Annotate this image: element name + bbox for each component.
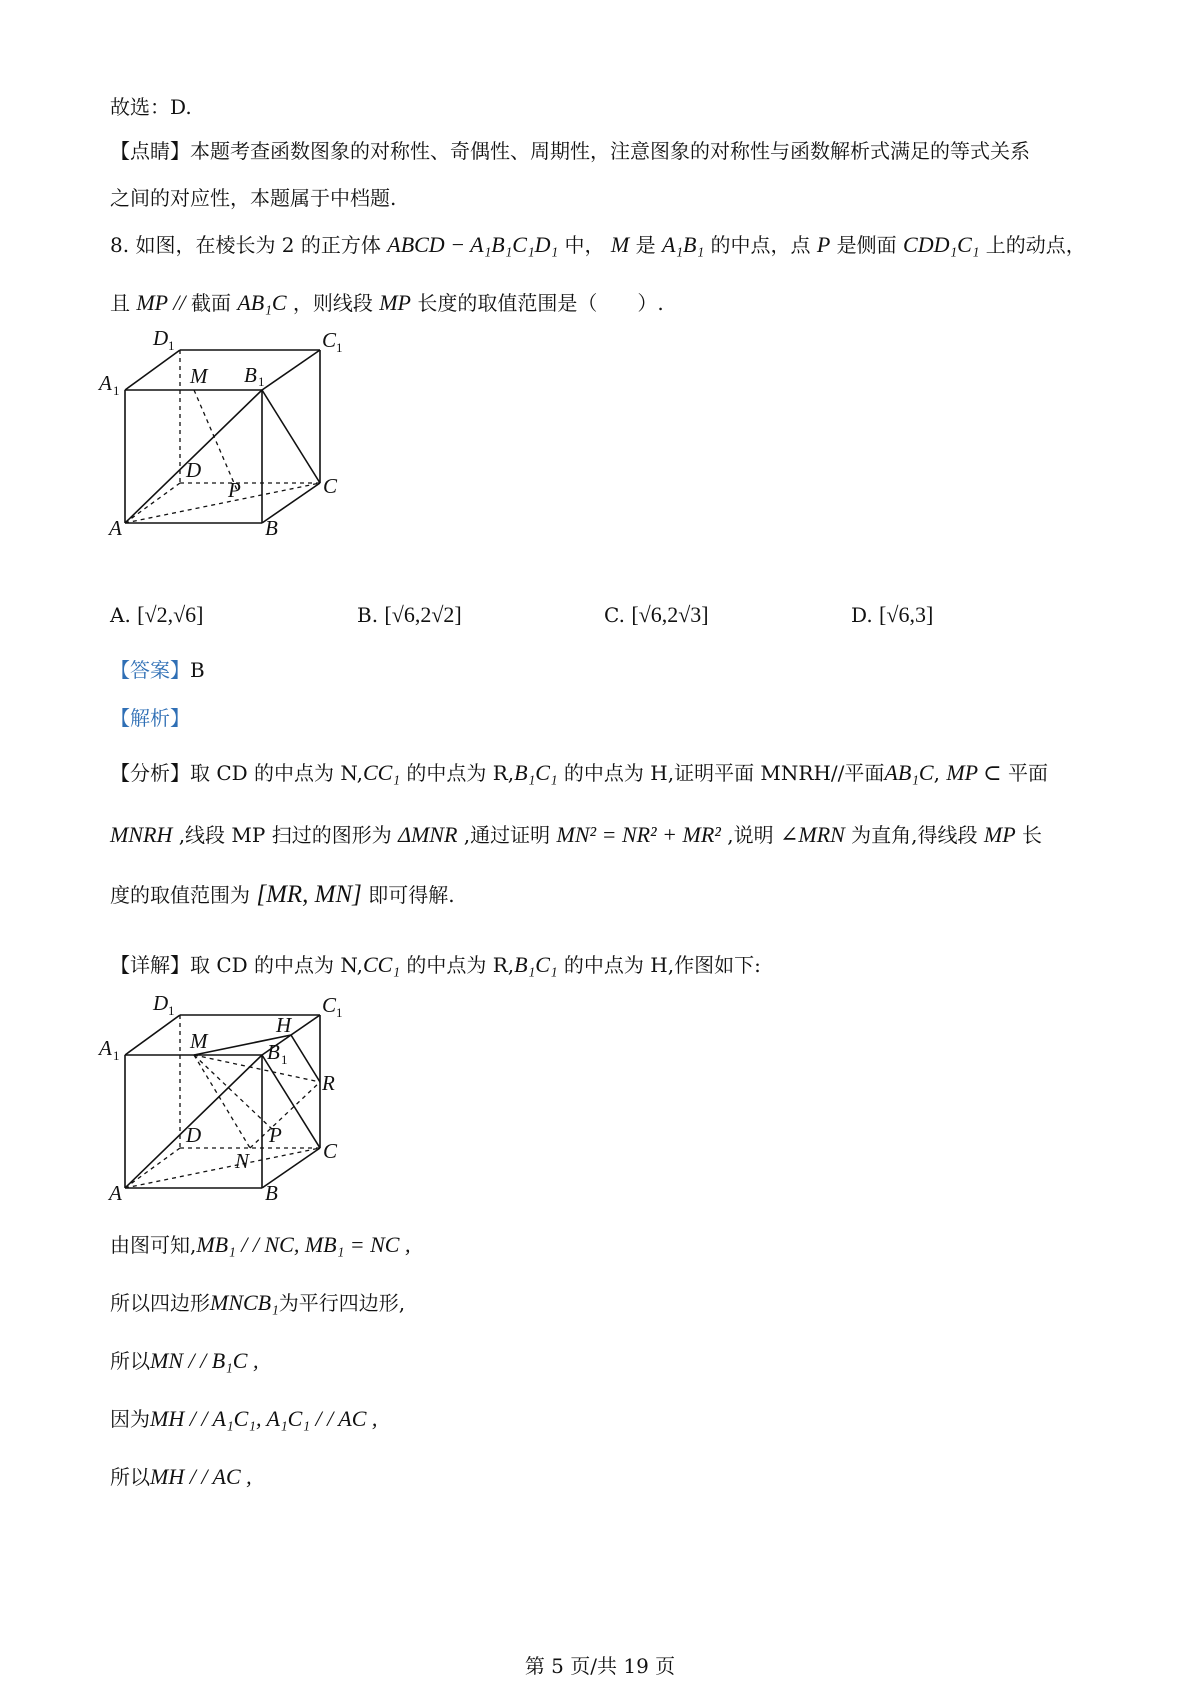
label-d: D — [186, 458, 202, 482]
page-footer: 第 5 页/共 19 页 — [524, 1654, 676, 1678]
fig2-label-c: C — [323, 1139, 338, 1163]
dianjing-line-1: 【点睛】本题考查函数图象的对称性、奇偶性、周期性，注意图象的对称性与函数解析式满足的等式关系 — [110, 139, 1030, 163]
xiangjie-b1c1: B₁C₁ — [514, 952, 558, 977]
question-8-line-1 — [110, 230, 1086, 260]
choice-a-label: A. — [110, 603, 131, 627]
xiangjie-line — [110, 950, 761, 980]
plane-ab1c: AB₁C — [237, 290, 287, 315]
fig2-label-d1-sub: 1 — [168, 1003, 175, 1018]
answer-line — [110, 655, 205, 685]
fenxi-text-3a: 度的取值范围为 — [110, 883, 250, 907]
fenxi-text-2d: 为直角,得线段 — [851, 823, 978, 847]
fenxi-angle: ∠MRN — [779, 822, 845, 847]
q8-text-c: 是 — [635, 233, 656, 257]
fenxi-line-2 — [110, 820, 1042, 850]
label-p: P — [228, 478, 241, 502]
fenxi-text-2b: ,通过证明 — [463, 823, 551, 847]
fenxi-text-1c: 的中点为 H,证明平面 MNRH//平面 — [563, 761, 885, 785]
conclusion-line: 故选：D. — [110, 95, 192, 119]
cube-figure-2 — [99, 990, 375, 1219]
fenxi-range: [MR, MN] — [256, 881, 362, 908]
fenxi-text-1b: 的中点为 R, — [406, 761, 515, 785]
fig2-label-d1: D — [153, 991, 169, 1015]
fenxi-text-2c: ,说明 — [727, 823, 774, 847]
point-p: P — [816, 232, 831, 257]
answer-tag: 【答案】 — [110, 658, 190, 682]
cube-name: ABCD − A₁B₁C₁D₁ — [387, 232, 559, 257]
mp-parallel: MP // — [136, 290, 191, 315]
step-2-text-a: 所以四边形 — [110, 1291, 210, 1315]
q8-text-i: ，则线段 — [292, 291, 373, 315]
fenxi-triangle: ΔMNR — [398, 822, 458, 847]
choice-a-text: [√2,√6] — [137, 602, 204, 627]
fig2-label-m: M — [190, 1029, 208, 1053]
q8-text-f: 上的动点， — [985, 233, 1086, 257]
fig2-label-b: B — [265, 1181, 278, 1205]
fenxi-mp: MP — [983, 822, 1016, 847]
choice-a[interactable] — [110, 600, 203, 630]
point-m: M — [610, 232, 630, 257]
choice-b[interactable] — [357, 600, 462, 630]
fig2-label-p: P — [269, 1123, 282, 1147]
xiangjie-cc1: CC₁ — [363, 952, 400, 977]
label-a: A — [109, 516, 122, 540]
fig2-label-h: H — [276, 1013, 292, 1037]
cube-figure-1 — [99, 325, 365, 549]
fenxi-cc1: CC₁ — [363, 760, 400, 785]
fenxi-equation: MN² = NR² + MR² — [556, 822, 721, 847]
step-4-text: 因为 — [110, 1407, 150, 1431]
face-cdd1c1: CDD₁C₁ — [903, 232, 980, 257]
analysis-tag: 【解析】 — [110, 706, 190, 730]
choice-b-text: [√6,2√2] — [384, 602, 462, 627]
q8-text-h: 截面 — [190, 291, 231, 315]
q8-text-b: 中， — [564, 233, 605, 257]
label-m: M — [190, 364, 208, 388]
fig2-label-c1: C — [322, 993, 337, 1017]
fenxi-b1c1: B₁C₁ — [514, 760, 558, 785]
step-1-math: MB₁ / / NC, MB₁ = NC , — [196, 1232, 411, 1257]
fig2-label-b1: B — [267, 1040, 280, 1064]
q8-text-a: 8. 如图，在棱长为 2 的正方体 — [110, 233, 381, 257]
label-a1-sub: 1 — [113, 383, 120, 398]
step-1-text: 由图可知, — [110, 1233, 197, 1257]
fig2-label-b1-sub: 1 — [281, 1052, 288, 1067]
fenxi-text-2e: 长 — [1022, 823, 1043, 847]
fenxi-mnrh: MNRH — [110, 822, 173, 847]
label-a1: A — [99, 371, 112, 395]
fenxi-ab1c: AB₁C — [884, 760, 934, 785]
choice-b-label: B. — [357, 603, 379, 627]
fenxi-line-3 — [110, 880, 455, 910]
fig2-label-n: N — [235, 1149, 250, 1173]
choice-c[interactable] — [604, 600, 709, 630]
label-b1-sub: 1 — [258, 374, 265, 389]
label-b1: B — [244, 363, 257, 387]
step-3 — [110, 1346, 259, 1376]
step-2-text-b: 为平行四边形, — [278, 1291, 406, 1315]
label-c: C — [323, 474, 338, 498]
label-d1-sub: 1 — [168, 338, 175, 353]
fenxi-text-3b: 即可得解. — [368, 883, 455, 907]
q8-text-g: 且 — [110, 291, 130, 315]
step-1 — [110, 1230, 410, 1260]
q8-text-d: 的中点，点 — [710, 233, 811, 257]
q8-text-j: 长度的取值范围是（ ）. — [417, 291, 664, 315]
fig2-label-d: D — [186, 1123, 202, 1147]
fenxi-text-1a: 【分析】取 CD 的中点为 N, — [110, 761, 363, 785]
xiangjie-text-a: 【详解】取 CD 的中点为 N, — [110, 953, 363, 977]
dianjing-line-2: 之间的对应性，本题属于中档题. — [110, 186, 397, 210]
label-c1-sub: 1 — [336, 340, 343, 355]
xiangjie-text-c: 的中点为 H,作图如下: — [563, 953, 761, 977]
step-5-math: MH / / AC , — [150, 1464, 252, 1489]
xiangjie-text-b: 的中点为 R, — [406, 953, 515, 977]
step-2 — [110, 1288, 405, 1318]
fenxi-text-2a: ,线段 MP 扫过的图形为 — [178, 823, 392, 847]
choice-d[interactable] — [851, 600, 933, 630]
step-2-math: MNCB₁ — [210, 1290, 279, 1315]
step-3-text: 所以 — [110, 1349, 150, 1373]
fenxi-text-1d: 平面 — [1007, 761, 1048, 785]
answer-value: B — [190, 658, 205, 682]
choice-c-text: [√6,2√3] — [631, 602, 709, 627]
question-8-line-2 — [110, 288, 664, 318]
step-5 — [110, 1462, 252, 1492]
step-4-math: MH / / A₁C₁, A₁C₁ / / AC , — [150, 1406, 378, 1431]
step-5-text: 所以 — [110, 1465, 150, 1489]
fig2-label-a: A — [109, 1181, 122, 1205]
step-3-math: MN / / B₁C , — [150, 1348, 259, 1373]
fig2-label-a1-sub: 1 — [113, 1048, 120, 1063]
choice-d-label: D. — [851, 603, 873, 627]
choice-d-text: [√6,3] — [879, 602, 934, 627]
fig2-label-a1: A — [99, 1036, 112, 1060]
q8-text-e: 是侧面 — [836, 233, 897, 257]
label-c1: C — [322, 328, 337, 352]
fig2-label-r: R — [322, 1071, 335, 1095]
segment-mp: MP — [379, 290, 411, 315]
label-d1: D — [153, 326, 169, 350]
label-b: B — [265, 516, 278, 540]
segment-a1b1: A₁B₁ — [661, 232, 705, 257]
choice-c-label: C. — [604, 603, 625, 627]
analysis-tag-line — [110, 703, 190, 733]
fig2-label-c1-sub: 1 — [336, 1005, 343, 1020]
step-4 — [110, 1404, 377, 1434]
fenxi-mp-sub: MP ⊂ — [946, 760, 1002, 785]
fenxi-line-1: 【分析】取 CD 的中点为 N,CC₁ 的中点为 R,B₁C₁ 的中点为 H,证明平面 MNRH//平面AB₁C, MP ⊂ 平面 — [110, 760, 1048, 785]
